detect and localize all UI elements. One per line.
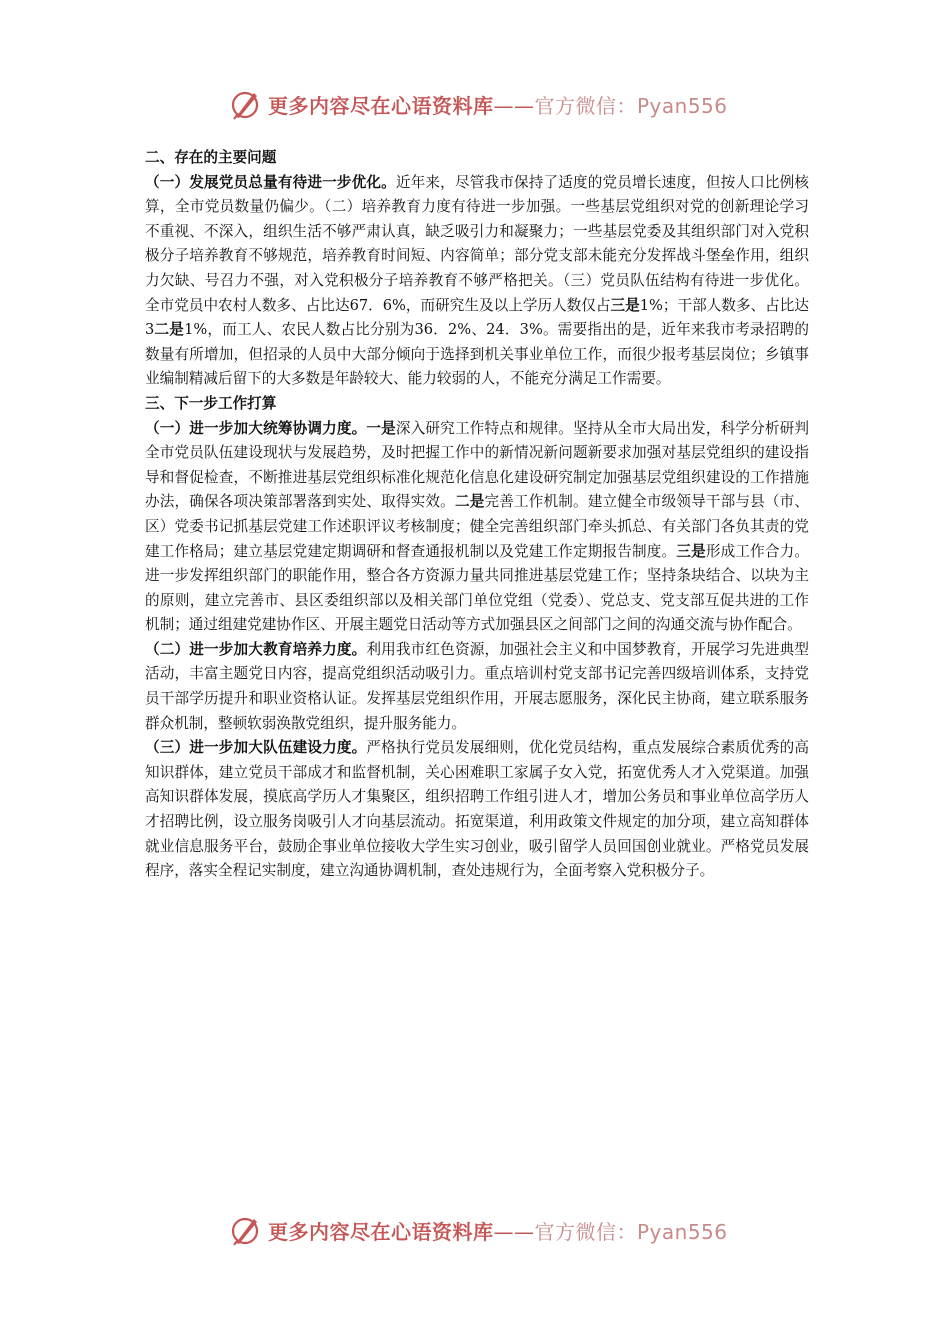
- banner-dash: ——: [493, 1219, 535, 1244]
- banner-text: [268, 1216, 728, 1245]
- paragraph-plan-1: [145, 417, 809, 638]
- plan-1-title: （一）进一步加大统筹协调力度。: [145, 419, 367, 437]
- banner-text: [268, 90, 728, 119]
- inline-bold-2: 二是: [154, 321, 185, 339]
- paragraph-plan-2: [145, 638, 809, 736]
- plan-1-text-a: 深入研究工作特点和规律。坚持从全市大局出发，科学分析研判全市党员队伍建设现状与发展趋势，及时把握工作中的新情况新问题新要求加强对基层党组织的建设指导和督促检查，不断推进基层党组织标准化规范化信息化建设研究制定加强基层党组织建设的工作措施办法，确保各项决策部署落到实处、取得实效。: [145, 419, 809, 511]
- section-heading-problems: 二、存在的主要问题: [145, 149, 277, 166]
- plan-1-point-a: 一是: [366, 419, 396, 437]
- problem-text: 近年来，尽管我市保持了适度的党员增长速度，但按人口比例核算，全市党员数量仍偏少。（二）培养教育力度有待进一步加强。一些基层党组织对党的创新理论学习不重视、不深入，组织生活不够严肃认真，缺乏吸引力和凝聚力；一些基层党委及其组织部门对入党积极分子培养教育不够规范，培养教育时间短、内容简单；部分党支部未能充分发挥战斗堡垒作用，组织力欠缺、号召力不强，对入党积极分子培养教育不够严格把关。（三）党员队伍结构有待进一步优化。全市党员中农村人数多、占比达67．6%，而研究生及以上学历人数仅占: [145, 173, 809, 314]
- plan-1-point-c: 三是: [676, 542, 706, 560]
- paragraph-problems: [145, 171, 809, 392]
- section-heading-plans: 三、下一步工作打算: [145, 394, 277, 412]
- quill-pen-logo-icon: [228, 87, 262, 121]
- plan-2-text: 利用我市红色资源，加强社会主义和中国梦教育，开展学习先进典型活动，丰富主题党日内容，提高党组织活动吸引力。重点培训村党支部书记完善四级培训体系，支持党员干部学历提升和职业资格认证。发挥基层党组织作用，开展志愿服务，深化民主协商，建立联系服务群众机制，整顿软弱涣散党组织，提升服务能力。: [145, 640, 809, 732]
- plan-1-point-b: 二是: [454, 493, 485, 511]
- problem-1-title: （一）发展党员总量有待进一步优化。: [145, 173, 396, 191]
- footer-banner: [228, 1212, 748, 1248]
- plan-1-text-c: 形成工作合力。进一步发挥组织部门的职能作用，整合各方资源力量共同推进基层党建工作；坚持条块结合、以块为主的原则，建立完善市、县区委组织部以及相关部门单位党组（党委）、党总支、党支部互促共进的工作机制；通过组建党建协作区、开展主题党日活动等方式加强县区之间部门之间的沟通交流与协作配合。: [145, 542, 809, 634]
- paragraph-plan-3: [145, 736, 809, 884]
- plan-1-text-b: 完善工作机制。建立健全市级领导干部与县（市、区）党委书记抓基层党建工作述职评议考核制度；健全完善组织部门牵头抓总、有关部门各负其责的党建工作格局；建立基层党建定期调研和督查通报机制以及党建工作定期报告制度。: [145, 493, 809, 560]
- banner-dash: ——: [493, 93, 535, 118]
- inline-bold: 三是: [610, 296, 640, 314]
- plan-3-text: 严格执行党员发展细则，优化党员结构，重点发展综合素质优秀的高知识群体，建立党员干部成才和监督机制，关心困难职工家属子女入党，拓宽优秀人才入党渠道。加强高知识群体发展，摸底高学历人才集聚区，组织招聘工作组引进人才，增加公务员和事业单位高学历人才招聘比例，设立服务岗吸引人才向基层流动。拓宽渠道，利用政策文件规定的加分项，建立高知群体就业信息服务平台，鼓励企事业单位接收大学生实习创业，吸引留学人员回国创业就业。严格党员发展程序，落实全程记实制度，建立沟通协调机制，查处违规行为，全面考察入党积极分子。: [145, 739, 809, 880]
- banner-wechat: 官方微信：Pyan556: [534, 1219, 728, 1244]
- banner-brand: 更多内容尽在心语资料库: [268, 1219, 494, 1244]
- quill-pen-logo-icon: [228, 1213, 262, 1247]
- document-body: [145, 146, 809, 884]
- problem-text-3: 1%，而工人、农民人数占比分别为36．2%、24．3%。需要指出的是，近年来我市考录招聘的数量有所增加，但招录的人员中大部分倾向于选择到机关事业单位工作，而很少报考基层岗位；乡镇事业编制精减后留下的大多数是年龄较大、能力较弱的人，不能充分满足工作需要。: [145, 321, 809, 388]
- banner-brand: 更多内容尽在心语资料库: [268, 93, 494, 118]
- banner-wechat: 官方微信：Pyan556: [534, 93, 728, 118]
- plan-3-title: （三）进一步加大队伍建设力度。: [145, 739, 367, 757]
- header-banner: [228, 86, 748, 122]
- plan-2-title: （二）进一步加大教育培养力度。: [145, 640, 367, 658]
- problem-text-2: 1%；干部人数多、占比达3: [145, 296, 809, 339]
